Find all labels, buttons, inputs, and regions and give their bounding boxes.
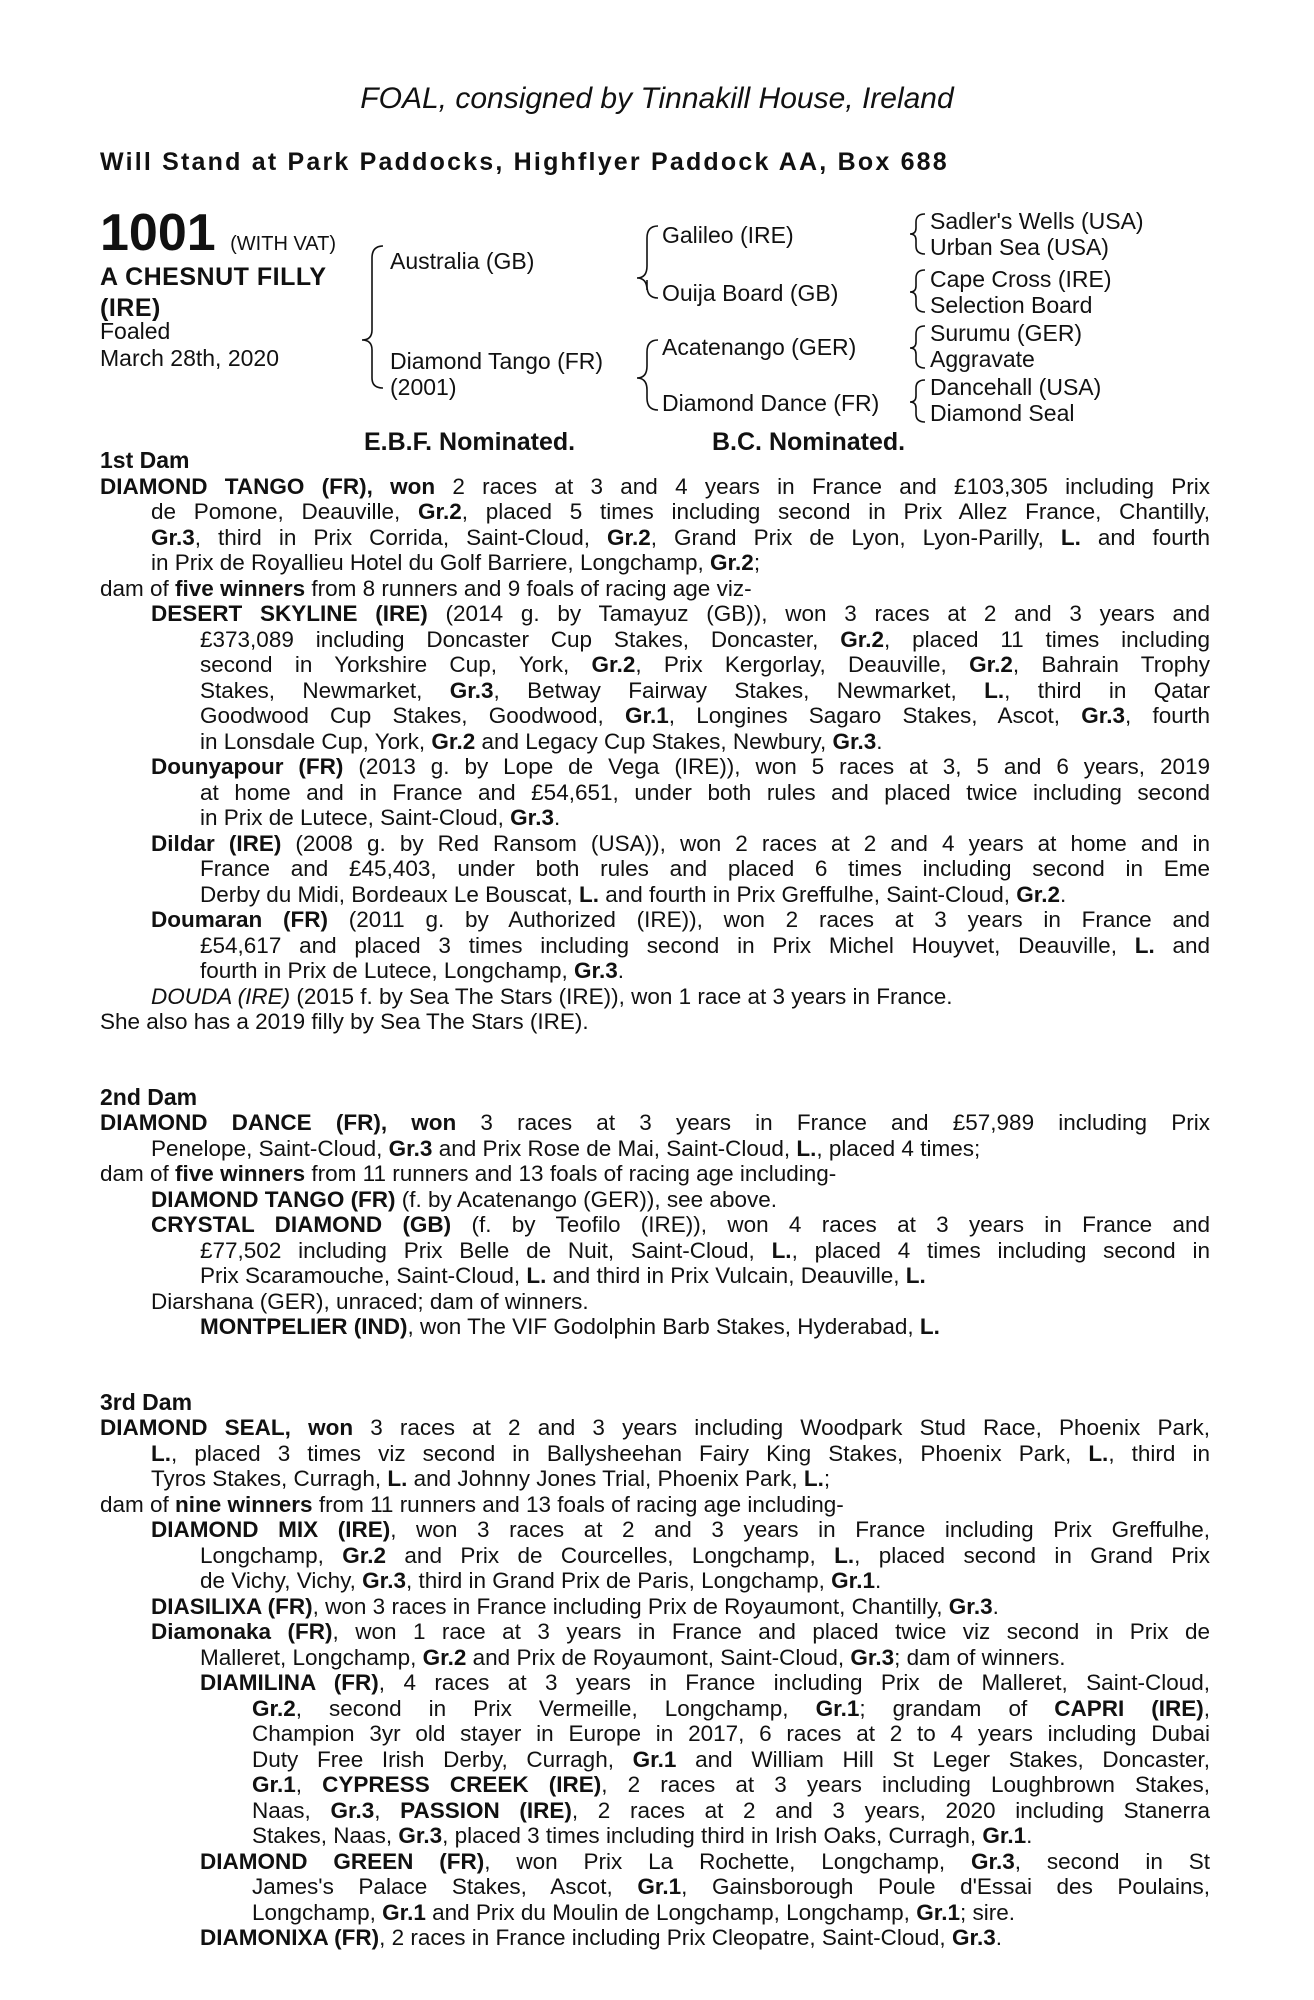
text-run: DESERT SKYLINE (IRE): [151, 601, 428, 626]
text-run: five winners: [175, 1161, 306, 1186]
text-run: Gr.3: [362, 1568, 406, 1593]
pedigree-dam: Diamond Tango (FR): [390, 348, 604, 374]
text-run: DIAMOND TANGO (FR): [151, 1186, 396, 1212]
catalogue-line: [100, 856, 1210, 882]
text-run: Stakes, Newmarket,: [200, 677, 450, 703]
text-run: ,: [374, 1797, 401, 1823]
text-run: , 2 races in France including Prix Cleopatre, Saint-Cloud,: [379, 1925, 952, 1950]
text-run: (f. by Teofilo (IRE)), won 4 races at 3 years in France and: [451, 1212, 1210, 1237]
text-run: Gr.2: [418, 499, 462, 524]
text-run: Gr.3: [951, 1925, 996, 1950]
catalogue-line: [100, 1849, 1210, 1875]
catalogue-line: [100, 1543, 1210, 1569]
text-run: , placed 3 times including third in Irish Oaks, Curragh,: [442, 1823, 983, 1848]
text-run: and Legacy Cup Stakes, Newbury,: [475, 728, 833, 754]
text-run: in Prix de Lutece, Saint-Cloud,: [200, 805, 511, 830]
text-run: , Longines Sagaro Stakes, Ascot,: [668, 703, 1082, 728]
catalogue-line: [100, 1823, 1210, 1849]
pedigree-sdd: Selection Board: [930, 292, 1093, 318]
text-run: Gr.3: [970, 1848, 1015, 1874]
text-run: DIAMOND GREEN (FR): [200, 1848, 485, 1874]
text-run: Gr.2: [422, 1644, 467, 1670]
catalogue-line: [100, 550, 1210, 576]
text-run: (2013 g. by Lope de Vega (IRE)), won 5 races at 3, 5 and 6 years, 2019: [343, 754, 1210, 779]
text-run: Gr.2: [591, 652, 636, 677]
text-run: Gr.3: [850, 1644, 895, 1670]
text-run: , placed second in Grand Prix: [854, 1542, 1210, 1568]
text-run: Gr.2: [431, 728, 476, 754]
text-run: five winners: [175, 575, 306, 601]
text-run: dam of: [100, 1161, 176, 1186]
ebf-nomination: E.B.F. Nominated.: [364, 428, 576, 456]
text-run: L.: [905, 1263, 926, 1288]
text-run: Gr.1: [916, 1899, 960, 1925]
catalogue-line: [100, 1492, 1210, 1518]
text-run: Tyros Stakes, Curragh,: [151, 1466, 388, 1491]
text-run: , 2 races at 2 and 3 years, 2020 including Stanerra: [571, 1797, 1210, 1823]
text-run: Gr.1: [382, 1899, 426, 1925]
text-run: dam of: [100, 575, 176, 601]
text-run: Gr.2: [969, 652, 1013, 677]
text-run: L.: [1134, 932, 1155, 958]
text-run: , 2 races at 3 years including Loughbrown Stakes,: [601, 1772, 1210, 1797]
catalogue-line: [100, 1645, 1210, 1671]
text-run: DIAMILINA (FR): [200, 1670, 379, 1695]
text-run: L.: [984, 677, 1005, 703]
text-run: L.: [771, 1237, 792, 1263]
catalogue-line: [100, 499, 1210, 525]
catalogue-line: [100, 1568, 1210, 1594]
text-run: Gr.3: [510, 805, 554, 830]
catalogue-line: [100, 1900, 1210, 1926]
catalogue-line: [100, 601, 1210, 627]
text-run: from 11 runners and 13 foals of racing age including-: [312, 1491, 844, 1517]
text-run: (2011 g. by Authorized (IRE)), won 2 races at 3 years in France and: [328, 907, 1211, 932]
pedigree-sire: Australia (GB): [390, 248, 535, 274]
pedigree-dam-year: (2001): [390, 374, 457, 400]
catalogue-line: [100, 474, 1210, 500]
text-run: and: [1154, 932, 1210, 958]
catalogue-line: [100, 882, 1210, 908]
pedigree-dam-sire: Acatenango (GER): [662, 334, 857, 360]
text-run: fourth in Prix de Lutece, Longchamp,: [200, 958, 574, 983]
text-run: , Gainsborough Poule d'Essai des Poulains,: [681, 1874, 1210, 1899]
text-run: DIAMOND SEAL, won: [100, 1415, 354, 1440]
text-run: 2nd Dam: [100, 1083, 198, 1110]
text-run: Gr.1: [815, 1695, 860, 1721]
text-run: (2014 g. by Tamayuz (GB)), won 3 races at 2 and 3 years and: [427, 601, 1210, 626]
text-run: .: [617, 958, 625, 983]
text-run: Gr.3: [948, 1593, 993, 1619]
text-run: , Bahrain Trophy: [1012, 652, 1211, 677]
text-run: , won The VIF Godolphin Barb Stakes, Hyderabad,: [407, 1314, 920, 1339]
catalogue-line: [100, 958, 1210, 984]
foaled-label: Foaled: [100, 318, 171, 344]
text-run: Doumaran (FR): [151, 907, 329, 932]
text-run: and William Hill St Leger Stakes, Doncaster,: [676, 1746, 1210, 1772]
catalogue-line: [100, 1441, 1210, 1467]
text-run: ,: [295, 1772, 323, 1797]
horse-name-line2: (IRE): [100, 294, 161, 322]
text-run: L.: [387, 1466, 408, 1491]
text-run: £77,502 including Prix Belle de Nuit, Saint-Cloud,: [200, 1237, 772, 1263]
pedigree-dds: Dancehall (USA): [930, 374, 1102, 400]
text-run: She also has a 2019 filly by Sea The Stars (IRE).: [100, 1009, 589, 1034]
text-run: Champion 3yr old stayer in Europe in 2017, 6 races at 2 to 4 years including Dubai: [252, 1721, 1210, 1746]
catalogue-line: [100, 1925, 1210, 1951]
pedigree-sds: Cape Cross (IRE): [930, 266, 1112, 292]
catalogue-line: [100, 805, 1210, 831]
text-run: de Pomone, Deauville,: [151, 499, 419, 524]
text-run: Goodwood Cup Stakes, Goodwood,: [200, 703, 626, 728]
text-run: , third in Grand Prix de Paris, Longchamp,: [405, 1568, 832, 1593]
text-run: Gr.3: [573, 958, 618, 983]
catalogue-line: [100, 780, 1210, 806]
text-run: , second in St: [1014, 1848, 1210, 1874]
catalogue-line: [100, 1874, 1210, 1900]
text-run: in Prix de Royallieu Hotel du Golf Barriere, Longchamp,: [151, 550, 711, 575]
text-run: , Prix Kergorlay, Deauville,: [635, 652, 970, 677]
catalogue-line: [100, 1009, 1210, 1035]
text-run: and Prix de Courcelles, Longchamp,: [386, 1542, 835, 1568]
catalogue-line: [100, 627, 1210, 653]
lot-number: 1001: [100, 204, 216, 262]
catalogue-line: [100, 1747, 1210, 1773]
text-run: Penelope, Saint-Cloud,: [151, 1135, 389, 1161]
catalogue-line: [100, 652, 1210, 678]
text-run: Longchamp,: [200, 1542, 343, 1568]
text-run: and fourth in Prix Greffulhe, Saint-Cloud,: [598, 881, 1017, 907]
text-run: .: [553, 805, 561, 830]
text-run: L.: [151, 1440, 171, 1466]
text-run: ; dam of winners.: [894, 1644, 1066, 1670]
text-run: Gr.3: [1081, 703, 1126, 728]
text-run: (2015 f. by Sea The Stars (IRE)), won 1 race at 3 years in France.: [290, 983, 953, 1009]
catalogue-line: [100, 1721, 1210, 1747]
text-run: , won Prix La Rochette, Longchamp,: [484, 1848, 971, 1874]
catalogue-line: [100, 1619, 1210, 1645]
catalogue-line: [100, 1415, 1210, 1441]
text-run: , placed 11 times including: [884, 626, 1210, 652]
text-run: , placed 3 times viz second in Ballysheehan Fairy King Stakes, Phoenix Park,: [171, 1440, 1089, 1466]
text-run: Gr.1: [252, 1772, 296, 1797]
text-run: second in Yorkshire Cup, York,: [200, 652, 592, 677]
text-run: Derby du Midi, Bordeaux Le Bouscat,: [200, 881, 579, 907]
text-run: Gr.2: [252, 1695, 296, 1721]
text-run: £54,617 and placed 3 times including second in Prix Michel Houyvet, Deauville,: [200, 932, 1135, 958]
text-run: L.: [578, 881, 599, 907]
text-run: , Grand Prix de Lyon, Lyon-Parilly,: [650, 524, 1061, 550]
text-run: (f. by Acatenango (GER)), see above.: [395, 1186, 777, 1212]
text-run: MONTPELIER (IND): [200, 1314, 408, 1339]
text-run: Gr.1: [831, 1568, 875, 1593]
text-run: and Prix de Royaumont, Saint-Cloud,: [466, 1644, 851, 1670]
text-run: Gr.2: [606, 524, 651, 550]
text-run: James's Palace Stakes, Ascot,: [252, 1874, 638, 1899]
text-run: .: [1060, 881, 1067, 907]
pedigree-sire-sire: Galileo (IRE): [662, 222, 794, 248]
text-run: , Betway Fairway Stakes, Newmarket,: [493, 677, 985, 703]
text-run: Dildar (IRE): [151, 830, 282, 856]
vat-label: (WITH VAT): [230, 233, 337, 255]
text-run: from 11 runners and 13 foals of racing age including-: [305, 1161, 837, 1186]
text-run: PASSION (IRE): [400, 1797, 572, 1823]
text-run: £373,089 including Doncaster Cup Stakes, Doncaster,: [200, 626, 841, 652]
catalogue-line: [100, 1187, 1210, 1213]
catalogue-line: [100, 1772, 1210, 1798]
text-run: ; sire.: [959, 1899, 1015, 1925]
catalogue-line: [100, 1798, 1210, 1824]
catalogue-line: [100, 525, 1210, 551]
text-run: Gr.3: [388, 1135, 433, 1161]
text-run: , won 3 races at 2 and 3 years in France including Prix Greffulhe,: [390, 1517, 1210, 1542]
text-run: 3 races at 3 years in France and £57,989 including Prix: [456, 1110, 1210, 1135]
text-run: Gr.1: [625, 703, 669, 728]
text-run: L.: [834, 1542, 855, 1568]
text-run: DIAMONIXA (FR): [200, 1925, 380, 1950]
text-run: , won 1 race at 3 years in France and placed twice viz second in Prix de: [332, 1619, 1210, 1644]
text-run: , third in Prix Corrida, Saint-Cloud,: [194, 524, 607, 550]
catalogue-line: [100, 1696, 1210, 1722]
pedigree-ssd: Urban Sea (USA): [930, 234, 1109, 260]
text-run: from 8 runners and 9 foals of racing age viz-: [305, 575, 752, 601]
text-run: Gr.1: [982, 1823, 1027, 1848]
text-run: ,: [1203, 1695, 1211, 1721]
text-run: L.: [796, 1135, 817, 1161]
text-run: dam of: [100, 1491, 176, 1517]
section-heading: [100, 448, 1210, 474]
text-run: Gr.3: [449, 677, 494, 703]
stand-location: Will Stand at Park Paddocks, Highflyer Paddock AA, Box 688: [100, 148, 949, 176]
text-run: Gr.2: [1016, 881, 1061, 907]
text-run: Duty Free Irish Derby, Curragh,: [252, 1746, 633, 1772]
catalogue-line: [100, 1263, 1210, 1289]
catalogue-line: [100, 831, 1210, 857]
text-run: 1st Dam: [100, 447, 190, 473]
pedigree-dsd: Aggravate: [930, 346, 1035, 372]
text-run: Gr.2: [342, 1542, 387, 1568]
text-run: .: [876, 728, 883, 754]
pedigree-dss: Surumu (GER): [930, 320, 1083, 346]
text-run: Gr.3: [151, 524, 195, 550]
catalogue-line: [100, 1238, 1210, 1264]
text-run: DIAMOND TANGO (FR), won: [100, 473, 436, 499]
text-run: , placed 5 times including second in Prix Allez France, Chantilly,: [461, 499, 1211, 524]
catalogue-line: [100, 1289, 1210, 1315]
text-run: L.: [1060, 524, 1081, 550]
catalogue-line: [100, 1161, 1210, 1187]
pedigree-dam-dam: Diamond Dance (FR): [662, 390, 880, 416]
text-run: , third in Qatar: [1004, 677, 1210, 703]
text-run: at home and in France and £54,651, under both rules and placed twice including second: [200, 779, 1210, 805]
text-run: Longchamp,: [252, 1899, 383, 1925]
text-run: Gr.2: [840, 626, 885, 652]
text-run: nine winners: [175, 1491, 313, 1517]
text-run: (2008 g. by Red Ransom (USA)), won 2 races at 2 and 4 years at home and in: [281, 830, 1210, 856]
catalogue-line: [100, 1110, 1210, 1136]
pedigree-ddd: Diamond Seal: [930, 400, 1075, 426]
text-run: Gr.2: [710, 550, 754, 575]
text-run: and Johnny Jones Trial, Phoenix Park,: [407, 1466, 804, 1491]
text-run: , 4 races at 3 years in France including Prix de Malleret, Saint-Cloud,: [378, 1670, 1210, 1695]
text-run: Dounyapour (FR): [151, 754, 344, 779]
catalogue-line: [100, 1670, 1210, 1696]
text-run: CYPRESS CREEK (IRE): [322, 1772, 602, 1797]
text-run: in Lonsdale Cup, York,: [200, 728, 432, 754]
text-run: L.: [803, 1466, 824, 1491]
text-run: Diamonaka (FR): [151, 1619, 333, 1644]
pedigree-sire-dam: Ouija Board (GB): [662, 280, 839, 306]
text-run: DOUDA (IRE): [151, 983, 291, 1009]
text-run: L.: [919, 1314, 940, 1339]
catalogue-line: [100, 678, 1210, 704]
text-run: DIASILIXA (FR): [151, 1593, 313, 1619]
text-run: CRYSTAL DIAMOND (GB): [151, 1212, 452, 1237]
text-run: and third in Prix Vulcain, Deauville,: [546, 1263, 906, 1288]
text-run: Malleret, Longchamp,: [200, 1644, 423, 1670]
text-run: Diarshana (GER), unraced; dam of winners.: [151, 1288, 589, 1314]
text-run: France and £45,403, under both rules and placed 6 times including second in Eme: [200, 856, 1210, 881]
text-run: and Prix du Moulin de Longchamp, Longchamp,: [425, 1899, 917, 1925]
text-run: Naas,: [252, 1797, 331, 1823]
catalogue-line: [100, 933, 1210, 959]
text-run: Gr.1: [637, 1874, 682, 1899]
section-gap: [100, 1035, 1210, 1085]
catalogue-line: [100, 729, 1210, 755]
text-run: and Prix Rose de Mai, Saint-Cloud,: [432, 1135, 797, 1161]
foaled-date: March 28th, 2020: [100, 345, 280, 371]
text-run: L.: [1088, 1440, 1109, 1466]
text-run: , fourth: [1125, 703, 1210, 728]
text-run: DIAMOND MIX (IRE): [151, 1517, 391, 1542]
pedigree-sss: Sadler's Wells (USA): [930, 208, 1144, 234]
text-run: 2 races at 3 and 4 years in France and £103,305 including Prix: [435, 473, 1211, 499]
horse-name-line1: A CHESNUT FILLY: [100, 263, 327, 291]
catalogue-line: [100, 576, 1210, 602]
catalogue-line: [100, 1314, 1210, 1340]
text-run: DIAMOND DANCE (FR), won: [100, 1110, 457, 1135]
text-run: , placed 4 times including second in: [791, 1237, 1210, 1263]
text-run: , second in Prix Vermeille, Longchamp,: [295, 1695, 816, 1721]
text-run: Gr.3: [832, 728, 877, 754]
text-run: ;: [823, 1466, 831, 1491]
catalogue-line: [100, 1594, 1210, 1620]
section-heading: [100, 1390, 1210, 1416]
catalogue-line: [100, 754, 1210, 780]
text-run: Gr.1: [632, 1746, 677, 1772]
text-run: Stakes, Naas,: [252, 1823, 399, 1848]
bc-nomination: B.C. Nominated.: [712, 428, 906, 456]
catalogue-line: [100, 1466, 1210, 1492]
text-run: , third in: [1108, 1440, 1210, 1466]
text-run: .: [1026, 1823, 1033, 1848]
text-run: 3rd Dam: [100, 1388, 193, 1415]
catalogue-line: [100, 1212, 1210, 1238]
catalogue-line: [100, 984, 1210, 1010]
text-run: de Vichy, Vichy,: [200, 1568, 363, 1593]
text-run: , won 3 races in France including Prix de Royaumont, Chantilly,: [312, 1593, 949, 1619]
text-run: ;: [753, 550, 761, 575]
text-run: Gr.3: [330, 1797, 375, 1823]
catalogue-line: [100, 1517, 1210, 1543]
text-run: Prix Scaramouche, Saint-Cloud,: [200, 1263, 527, 1288]
text-run: CAPRI (IRE): [1054, 1695, 1204, 1721]
catalogue-line: [100, 703, 1210, 729]
section-gap: [100, 1340, 1210, 1390]
text-run: .: [992, 1593, 999, 1619]
text-run: 3 races at 2 and 3 years including Woodpark Stud Race, Phoenix Park,: [353, 1415, 1210, 1440]
text-run: , placed 4 times;: [816, 1135, 981, 1161]
text-run: and fourth: [1080, 524, 1210, 550]
section-heading: [100, 1085, 1210, 1111]
catalogue-line: [100, 1136, 1210, 1162]
text-run: Gr.3: [398, 1823, 443, 1848]
consignment-heading: FOAL, consigned by Tinnakill House, Ireland: [360, 82, 954, 115]
text-run: .: [874, 1568, 882, 1593]
text-run: L.: [526, 1263, 547, 1288]
text-run: ; grandam of: [859, 1695, 1055, 1721]
catalogue-line: [100, 907, 1210, 933]
catalogue-body: [100, 448, 1210, 1951]
text-run: .: [995, 1925, 1002, 1950]
